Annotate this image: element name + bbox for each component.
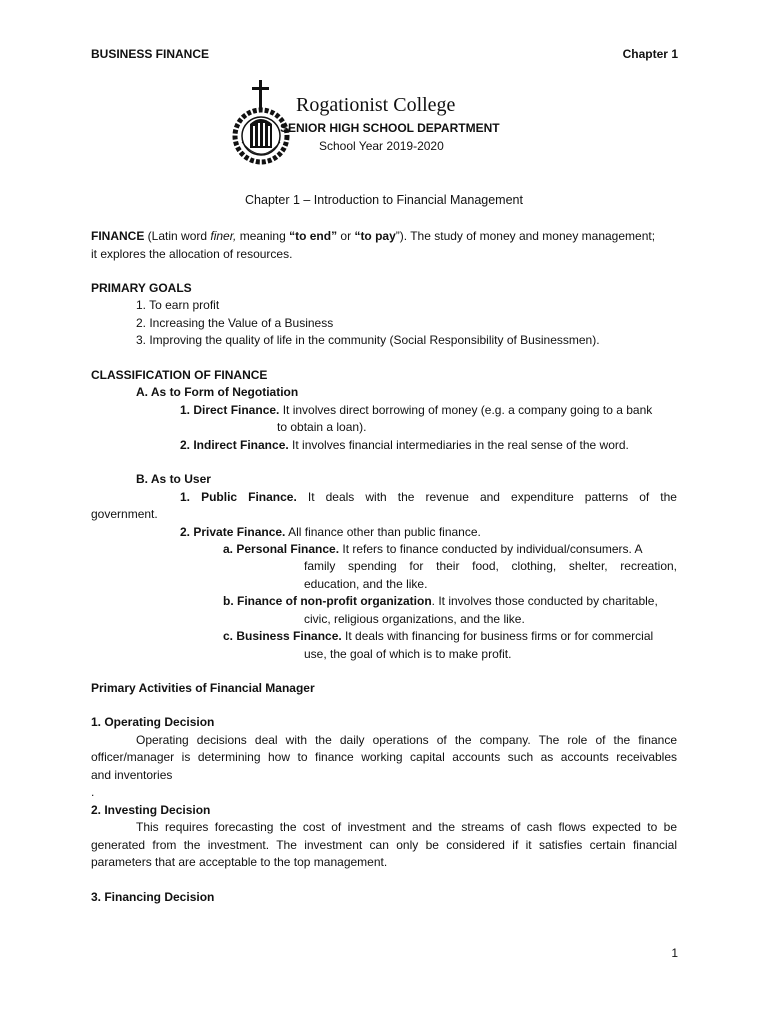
operating-decision-line-1: Operating decisions deal with the daily operations of the company. The role of the finance <box>136 733 677 747</box>
operating-decision-heading: 1. Operating Decision <box>91 715 215 729</box>
goal-item: 3. Improving the quality of life in the community (Social Responsibility of Businessmen). <box>136 333 600 347</box>
finance-definition-line-1: FINANCE (Latin word finer, meaning “to end” or “to pay”). The study of money and money management; <box>91 229 656 243</box>
investing-decision-line-2: generated from the investment. The investment can only be considered if it satisfies certain financial <box>91 838 677 852</box>
financing-decision-heading: 3. Financing Decision <box>91 890 215 904</box>
operating-decision-line-3: and inventories <box>91 768 173 782</box>
activities-heading: Primary Activities of Financial Manager <box>91 681 315 695</box>
primary-goals-heading: PRIMARY GOALS <box>91 281 192 295</box>
nonprofit-finance-line: b. Finance of non-profit organization. It involves those conducted by charitable, <box>223 594 658 608</box>
department-name: SENIOR HIGH SCHOOL DEPARTMENT <box>280 121 500 135</box>
as-to-user-heading: B. As to User <box>136 472 211 486</box>
finance-definition-line-2: it explores the allocation of resources. <box>91 247 293 261</box>
public-finance-cont: government. <box>91 507 158 521</box>
school-year: School Year 2019-2020 <box>319 139 444 153</box>
business-finance-line: c. Business Finance. It deals with financing for business firms or for commercial <box>223 629 654 643</box>
goal-item: 2. Increasing the Value of a Business <box>136 316 334 330</box>
personal-finance-line: a. Personal Finance. It refers to finance conducted by individual/consumers. A <box>223 542 643 556</box>
nonprofit-finance-cont: civic, religious organizations, and the like. <box>304 612 525 626</box>
form-of-negotiation-heading: A. As to Form of Negotiation <box>136 385 299 399</box>
investing-decision-line-1: This requires forecasting the cost of investment and the streams of cash flows expected to be <box>136 820 677 834</box>
stray-period: . <box>91 785 95 799</box>
college-name: Rogationist College <box>296 94 456 116</box>
personal-finance-cont-1: family spending for their food, clothing, shelter, recreation, <box>304 559 677 573</box>
indirect-finance-line: 2. Indirect Finance. It involves financial intermediaries in the real sense of the word. <box>180 438 629 452</box>
public-finance-line: 1. Public Finance. It deals with the revenue and expenditure patterns of the <box>180 490 677 504</box>
running-header-title: BUSINESS FINANCE <box>91 47 210 61</box>
direct-finance-cont: to obtain a loan). <box>277 420 367 434</box>
private-finance-line: 2. Private Finance. All finance other than public finance. <box>180 525 481 539</box>
business-finance-cont: use, the goal of which is to make profit. <box>304 647 512 661</box>
operating-decision-line-2: officer/manager is determining how to finance working capital accounts such as accounts receivables <box>91 750 677 764</box>
chapter-title: Chapter 1 – Introduction to Financial Management <box>245 193 523 207</box>
direct-finance-line: 1. Direct Finance. It involves direct borrowing of money (e.g. a company going to a bank <box>180 403 653 417</box>
investing-decision-line-3: parameters that are acceptable to the top management. <box>91 855 388 869</box>
personal-finance-cont-2: education, and the like. <box>304 577 428 591</box>
investing-decision-heading: 2. Investing Decision <box>91 803 211 817</box>
goal-item: 1. To earn profit <box>136 298 220 312</box>
classification-heading: CLASSIFICATION OF FINANCE <box>91 368 268 382</box>
page-number: 1 <box>671 946 678 960</box>
running-header-chapter: Chapter 1 <box>622 47 678 61</box>
